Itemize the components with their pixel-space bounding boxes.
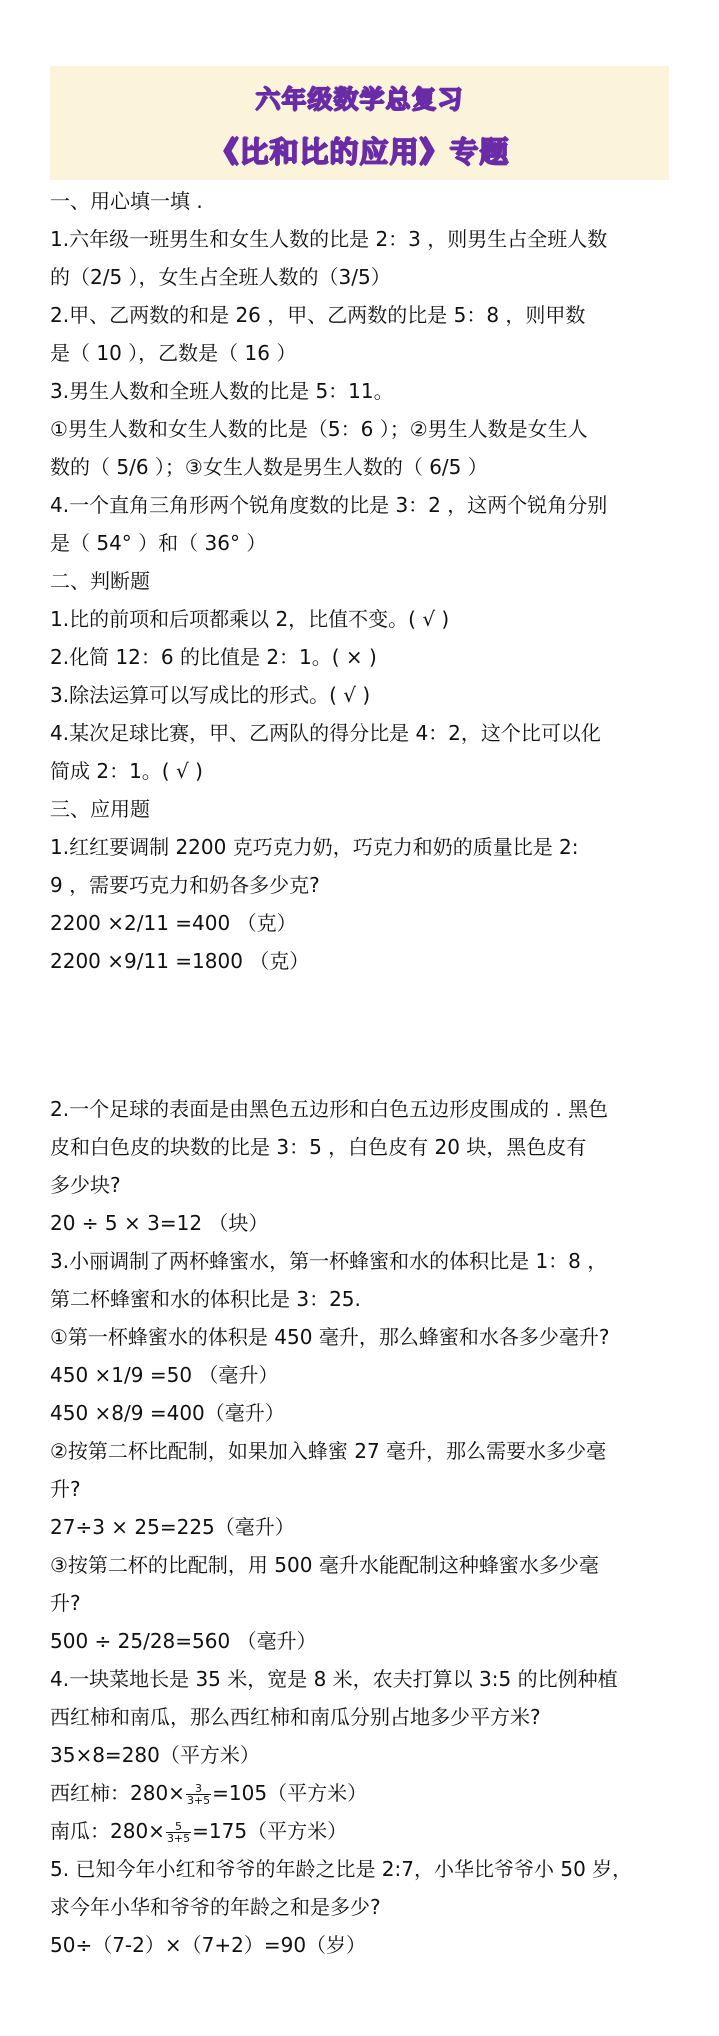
- text-line: 2.化简 12：6 的比值是 2：1。( × ): [50, 645, 377, 669]
- text-line: ③按第二杯的比配制，用 500 毫升水能配制这种蜂蜜水多少毫: [50, 1553, 599, 1577]
- text-line: 3.小丽调制了两杯蜂蜜水，第一杯蜂蜜和水的体积比是 1：8 ，: [50, 1249, 608, 1273]
- text-line: 2.一个足球的表面是由黑色五边形和白色五边形皮围成的 . 黑色: [50, 1097, 609, 1121]
- text-line: 西红柿和南瓜，那么西红柿和南瓜分别占地多少平方米?: [50, 1705, 541, 1729]
- text-line: 9 ，需要巧克力和奶各多少克?: [50, 873, 320, 897]
- text-line: 4.一个直角三角形两个锐角度数的比是 3：2 ，这两个锐角分别: [50, 493, 608, 517]
- text-line: 3.男生人数和全班人数的比是 5：11。: [50, 379, 394, 403]
- answer-line: 2200 ×9/11 =1800 （克）: [50, 949, 310, 973]
- answer-line: 20 ÷ 5 × 3=12 （块）: [50, 1211, 269, 1235]
- pumpkin-prefix: 南瓜：280×: [50, 1819, 165, 1843]
- text-line: 多少块?: [50, 1173, 121, 1197]
- text-line: 求今年小华和爷爷的年龄之和是多少?: [50, 1895, 381, 1919]
- text-line: 4.某次足球比赛，甲、乙两队的得分比是 4：2，这个比可以化: [50, 721, 601, 745]
- text-line: 3.除法运算可以写成比的形式。( √ ): [50, 683, 371, 707]
- text-line: 1.比的前项和后项都乘以 2，比值不变。( √ ): [50, 607, 450, 631]
- text-line: 的（2/5 ），女生占全班人数的（3/5）: [50, 265, 391, 289]
- text-line: ②按第二杯比配制，如果加入蜂蜜 27 毫升，那么需要水多少毫: [50, 1439, 607, 1463]
- text-line: ①第一杯蜂蜜水的体积是 450 毫升，那么蜂蜜和水各多少毫升?: [50, 1325, 610, 1349]
- text-line: 皮和白色皮的块数的比是 3：5 ，白色皮有 20 块，黑色皮有: [50, 1135, 587, 1159]
- pumpkin-numerator: 5: [166, 1821, 191, 1833]
- text-line: 2.甲、乙两数的和是 26 ，甲、乙两数的比是 5：8 ，则甲数: [50, 303, 586, 327]
- answer-line: 500 ÷ 25/28=560 （毫升）: [50, 1629, 317, 1653]
- pumpkin-answer-line: [50, 1818, 347, 1844]
- title-line-2: 《比和比的应用》专题: [209, 135, 510, 169]
- text-line: 第二杯蜂蜜和水的体积比是 3：25.: [50, 1287, 361, 1311]
- tomato-prefix: 西红柿：280×: [50, 1781, 185, 1805]
- section-heading: 一、用心填一填 .: [50, 189, 203, 213]
- title-line-1: 六年级数学总复习: [255, 85, 464, 114]
- pumpkin-denominator: 3+5: [166, 1832, 191, 1845]
- pumpkin-suffix: =175（平方米）: [192, 1819, 348, 1843]
- tomato-suffix: =105（平方米）: [212, 1781, 368, 1805]
- tomato-fraction: [186, 1783, 211, 1806]
- text-line: 4.一块菜地长是 35 米，宽是 8 米，农夫打算以 3:5 的比例种植: [50, 1667, 618, 1691]
- answer-line: 35×8=280（平方米）: [50, 1743, 260, 1767]
- text-line: 1.六年级一班男生和女生人数的比是 2：3 ，则男生占全班人数: [50, 227, 608, 251]
- text-line: 数的（ 5/6 ）；③女生人数是男生人数的（ 6/5 ）: [50, 455, 488, 479]
- answer-line: 27÷3 × 25=225（毫升）: [50, 1515, 295, 1539]
- text-line: 1.红红要调制 2200 克巧克力奶，巧克力和奶的质量比是 2:: [50, 835, 579, 859]
- tomato-numerator: 3: [186, 1783, 211, 1795]
- answer-line: 450 ×8/9 =400（毫升）: [50, 1401, 285, 1425]
- tomato-denominator: 3+5: [186, 1794, 211, 1807]
- text-line: ①男生人数和女生人数的比是（5：6 ）；②男生人数是女生人: [50, 417, 588, 441]
- title-banner: [50, 66, 669, 180]
- text-line: 5. 已知今年小红和爷爷的年龄之比是 2:7，小华比爷爷小 50 岁，: [50, 1857, 633, 1881]
- answer-line: 450 ×1/9 =50 （毫升）: [50, 1363, 279, 1387]
- text-line: 是（ 10 ），乙数是（ 16 ）: [50, 341, 297, 365]
- text-line: 升?: [50, 1477, 81, 1501]
- answer-line: 2200 ×2/11 =400 （克）: [50, 911, 297, 935]
- section-heading: 三、应用题: [50, 797, 150, 821]
- answer-line: 50÷（7-2）×（7+2）=90（岁）: [50, 1933, 367, 1957]
- text-line: 升?: [50, 1591, 81, 1615]
- tomato-answer-line: [50, 1780, 367, 1806]
- text-line: 是（ 54° ）和（ 36° ）: [50, 531, 267, 555]
- text-line: 简成 2：1。( √ ): [50, 759, 203, 783]
- pumpkin-fraction: [166, 1821, 191, 1844]
- section-heading: 二、判断题: [50, 569, 150, 593]
